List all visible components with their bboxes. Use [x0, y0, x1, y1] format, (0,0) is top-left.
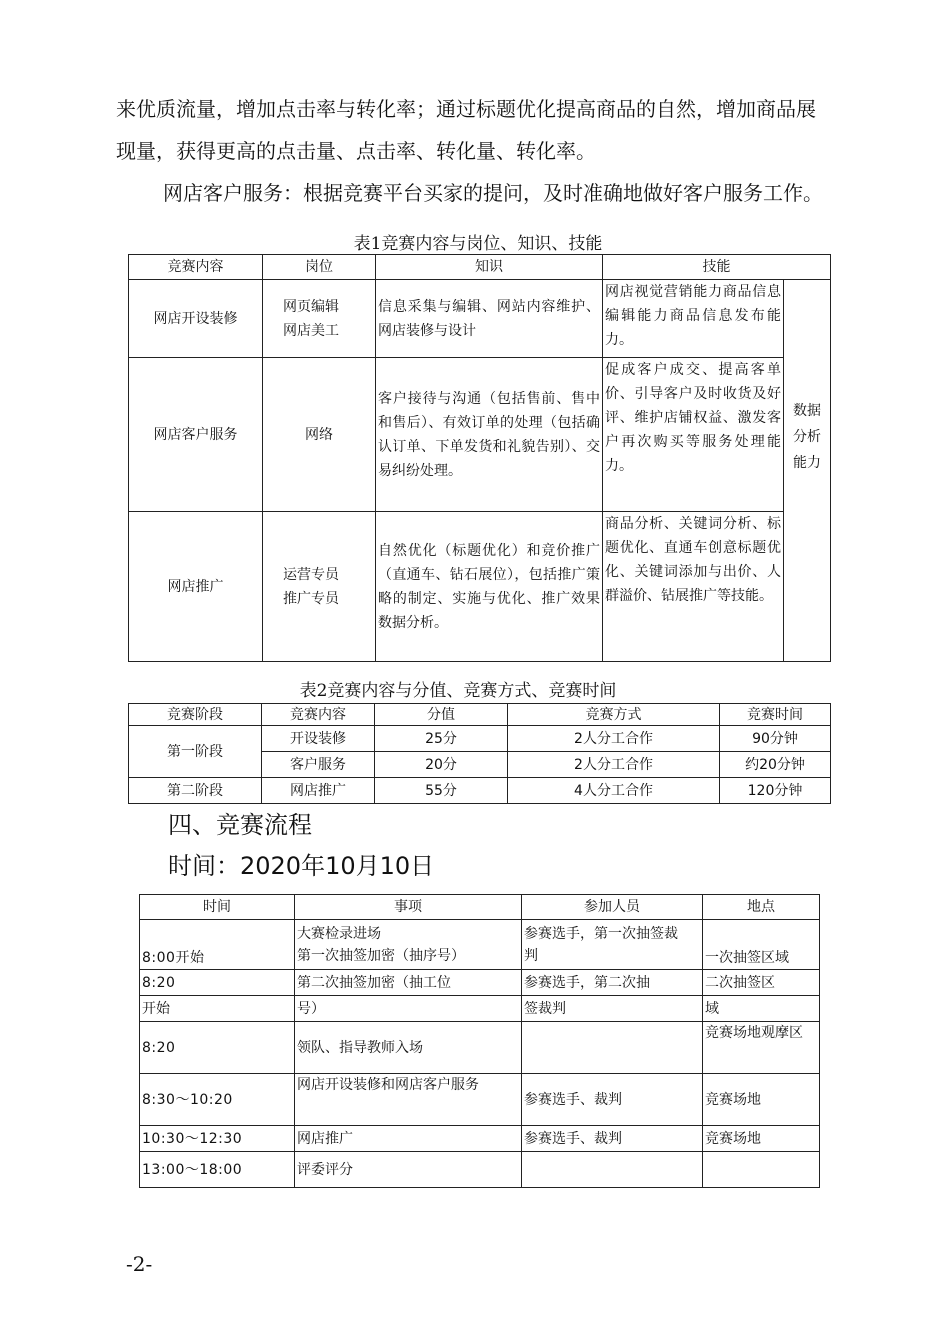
table1-cell-post [263, 512, 376, 662]
extra-skill-line: 数据 [793, 403, 821, 419]
table3-cell-place: 域 [703, 996, 820, 1022]
table2-cell-score: 25分 [375, 726, 508, 752]
page-number: -2- [126, 1252, 153, 1276]
table3-cell-time: 10:30～12:30 [140, 1126, 295, 1152]
table3-header-people: 参加人员 [522, 895, 703, 920]
table1-header-content: 竞赛内容 [129, 255, 263, 280]
table2-caption: 表2竞赛内容与分值、竞赛方式、竞赛时间 [299, 681, 617, 701]
table1-header-knowledge: 知识 [376, 255, 603, 280]
date-value: 2020年10月10日 [240, 852, 435, 880]
table3-cell-time: 13:00～18:00 [140, 1152, 295, 1188]
table3-cell-time: 8:30～10:20 [140, 1074, 295, 1126]
table3-cell-time: 8:20 [140, 1022, 295, 1074]
table3-cell-place [703, 1152, 820, 1188]
table1-cell-content: 网店客户服务 [129, 358, 263, 512]
table3-header-time: 时间 [140, 895, 295, 920]
table3-header-item: 事项 [295, 895, 522, 920]
table3-header-place: 地点 [703, 895, 820, 920]
table3-cell-item: 评委评分 [295, 1152, 522, 1188]
table3-cell-item: 第二次抽签加密（抽工位 [295, 970, 522, 996]
table3-cell-people [522, 1152, 703, 1188]
table-row [129, 358, 831, 512]
table2-cell-content: 网店推广 [262, 778, 375, 804]
table1-header-post: 岗位 [263, 255, 376, 280]
section-heading: 四、竞赛流程 [168, 811, 312, 839]
table1-header-skill: 技能 [603, 255, 831, 280]
people-line: 判 [524, 947, 538, 964]
table3-cell-time: 8:00开始 [140, 920, 295, 970]
table2-header-stage: 竞赛阶段 [129, 704, 262, 726]
table3-cell-item [295, 920, 522, 970]
item-line: 大赛检录进场 [297, 925, 381, 942]
table2-cell-mode: 2人分工合作 [508, 752, 720, 778]
item-line: 第一次抽签加密（抽序号） [297, 947, 465, 964]
table3-cell-time: 开始 [140, 996, 295, 1022]
date-prefix: 时间： [168, 852, 240, 880]
table2-cell-time: 120分钟 [720, 778, 831, 804]
table1-cell-post: 网络 [263, 358, 376, 512]
table3-cell-people: 参赛选手、裁判 [522, 1126, 703, 1152]
extra-skill-line: 分析 [793, 429, 821, 445]
table1-cell-content: 网店推广 [129, 512, 263, 662]
table3-cell-place: 一次抽签区域 [703, 920, 820, 970]
table1-cell-skill: 网店视觉营销能力商品信息编辑能力商品信息发布能力。 [603, 280, 784, 358]
table-row [140, 1074, 820, 1126]
extra-skill-line: 能力 [793, 455, 821, 471]
table1-cell-post [263, 280, 376, 358]
table-row [129, 512, 831, 662]
table2-cell-content: 客户服务 [262, 752, 375, 778]
table3-cell-time: 8:20 [140, 970, 295, 996]
post-line: 网店美工 [283, 322, 339, 339]
table1-cell-knowledge: 自然优化（标题优化）和竞价推广（直通车、钻石展位），包括推广策略的制定、实施与优化、推广效果数据分析。 [376, 512, 603, 662]
table1-cell-knowledge: 客户接待与沟通（包括售前、售中和售后）、有效订单的处理（包括确认订单、下单发货和礼貌告别）、交易纠纷处理。 [376, 358, 603, 512]
intro-line-3: 网店客户服务：根据竞赛平台买家的提问，及时准确地做好客户服务工作。 [163, 181, 823, 205]
table3-cell-place: 竞赛场地观摩区 [703, 1022, 820, 1074]
table2-header-content: 竞赛内容 [262, 704, 375, 726]
table3-cell-place: 竞赛场地 [703, 1074, 820, 1126]
people-line: 参赛选手，第一次抽签裁 [524, 925, 678, 942]
table3-cell-people: 参赛选手，第二次抽 [522, 970, 703, 996]
table3-cell-people [522, 920, 703, 970]
table3-cell-people [522, 1022, 703, 1074]
table2-cell-stage: 第二阶段 [129, 778, 262, 804]
table-row [140, 1152, 820, 1188]
table1-cell-knowledge: 信息采集与编辑、网站内容维护、网店装修与设计 [376, 280, 603, 358]
table3-cell-people: 签裁判 [522, 996, 703, 1022]
post-line: 网页编辑 [283, 298, 339, 315]
table1-cell-skill: 促成客户成交、提高客单价、引导客户及时收货及好评、维护店铺权益、激发客户再次购买等服务处理能力。 [603, 358, 784, 512]
table3-cell-people: 参赛选手、裁判 [522, 1074, 703, 1126]
table-row [129, 778, 831, 804]
table-row [140, 1126, 820, 1152]
table1 [128, 254, 831, 662]
table3-cell-item: 网店推广 [295, 1126, 522, 1152]
post-line: 运营专员 [283, 566, 339, 583]
table3-cell-item: 领队、指导教师入场 [295, 1022, 522, 1074]
table-row [140, 920, 820, 970]
table-row [129, 280, 831, 358]
table3-cell-place: 竞赛场地 [703, 1126, 820, 1152]
table-row [140, 1022, 820, 1074]
post-line: 推广专员 [283, 590, 339, 607]
table2-header-mode: 竞赛方式 [508, 704, 720, 726]
table2-cell-mode: 4人分工合作 [508, 778, 720, 804]
table2-cell-stage: 第一阶段 [129, 726, 262, 778]
table-row [140, 970, 820, 996]
table1-cell-skill: 商品分析、关键词分析、标题优化、直通车创意标题优化、关键词添加与出价、人群溢价、钻展推广等技能。 [603, 512, 784, 662]
table1-cell-extra-skill [784, 280, 831, 662]
table3-cell-place: 二次抽签区 [703, 970, 820, 996]
table2-cell-content: 开设装修 [262, 726, 375, 752]
table1-cell-content: 网店开设装修 [129, 280, 263, 358]
table2-cell-time: 90分钟 [720, 726, 831, 752]
table2 [128, 703, 831, 804]
table3 [139, 894, 820, 1188]
table2-cell-time: 约20分钟 [720, 752, 831, 778]
table3-cell-item: 网店开设装修和网店客户服务 [295, 1074, 522, 1126]
table2-cell-mode: 2人分工合作 [508, 726, 720, 752]
table2-header-score: 分值 [375, 704, 508, 726]
table1-caption: 表1竞赛内容与岗位、知识、技能 [353, 234, 603, 254]
intro-line-2: 现量，获得更高的点击量、点击率、转化量、转化率。 [116, 139, 596, 163]
table2-cell-score: 55分 [375, 778, 508, 804]
table-row [140, 996, 820, 1022]
table3-cell-item: 号） [295, 996, 522, 1022]
table2-cell-score: 20分 [375, 752, 508, 778]
table-row [129, 726, 831, 752]
intro-line-1: 来优质流量，增加点击率与转化率；通过标题优化提高商品的自然，增加商品展 [116, 97, 816, 121]
section-date [168, 850, 434, 882]
table2-header-time: 竞赛时间 [720, 704, 831, 726]
